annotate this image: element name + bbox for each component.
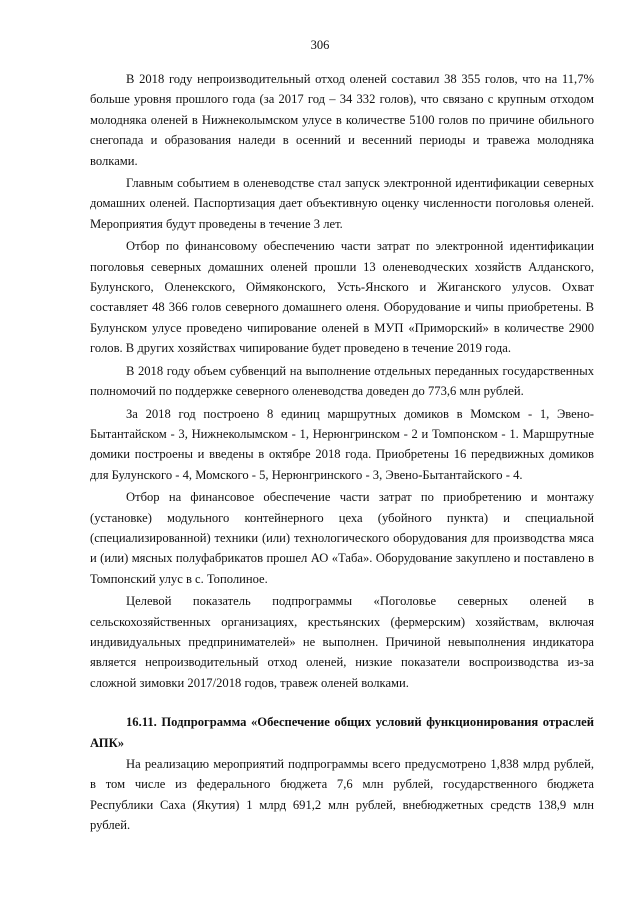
paragraph: Главным событием в оленеводстве стал запуск электронной идентификации северных домашних оленей. Паспортизация дает объективную оценку численности поголовья оленей. Мероприятия будут проведены в течение 3 лет.	[90, 176, 594, 231]
paragraph: В 2018 году непроизводительный отход оленей составил 38 355 голов, что на 11,7% больше уровня прошлого года (за 2017 год – 34 332 голов), что связано с крупным отходом молодняка оленей в Нижнеколымском улусе в количестве 5100 голов по причине обильного снегопада и образования наледи в осенний и весенний периоды и травежа молодняка волками.	[90, 72, 594, 168]
paragraph: За 2018 год построено 8 единиц маршрутных домиков в Момском - 1, Эвено-Бытантайском - 3, Нижнеколымском - 1, Нерюнгринском - 2 и Томпонском - 1. Маршрутные домики построены и введены в октябре 2018 года. Приобретены 16 передвижных домиков для Булунского - 4, Момского - 5, Нерюнгринского - 3, Эвено-Бытантайского - 4.	[90, 406, 594, 482]
paragraph: Целевой показатель подпрограммы «Поголовье северных оленей в сельскохозяйственных организациях, крестьянских (фермерским) хозяйствам, включая индивидуальных предпринимателей» не выполнен. Причиной невыполнения индикатора является непроизводительный отход оленей, низкие показатели воспроизводства из-за сложной зимовки 2017/2018 годов, травеж оленей волками.	[90, 594, 594, 690]
section-heading: 16.11. Подпрограмма «Обеспечение общих условий функционирования отраслей АПК»	[90, 715, 594, 750]
document-body	[90, 69, 594, 836]
paragraph: Отбор по финансовому обеспечению части затрат по электронной идентификации поголовья северных домашних оленей прошли 13 оленеводческих хозяйств Алданского, Булунского, Оленекского, Оймяконского, Усть-Янского и Жиганского улусов. Охват составляет 48 366 голов северного домашнего оленя. Оборудование и чипы приобретены. В Булунском улусе проведено чипирование оленей в МУП «Приморский» в количестве 2900 голов. В других хозяйствах чипирование будет проведено в течение 2019 года.	[90, 239, 594, 356]
paragraph: На реализацию мероприятий подпрограммы всего предусмотрено 1,838 млрд рублей, в том числе из федерального бюджета 7,6 млн рублей, государственного бюджета Республики Саха (Якутия) 1 млрд 691,2 млн рублей, внебюджетных средств 138,9 млн рублей.	[90, 757, 594, 833]
paragraph: Отбор на финансовое обеспечение части затрат по приобретению и монтажу (установке) модульного контейнерного цеха (убойного пункта) и специальной (специализированной) техники (или) технологического оборудования для производства мяса и (или) мясных полуфабрикатов прошел АО «Таба». Оборудование закуплено и поставлено в Томпонский улус в с. Тополиное.	[90, 490, 594, 586]
paragraph: В 2018 году объем субвенций на выполнение отдельных переданных государственных полномочий по поддержке северного оленеводства доведен до 773,6 млн рублей.	[90, 363, 594, 399]
page-number: 306	[310, 38, 330, 52]
